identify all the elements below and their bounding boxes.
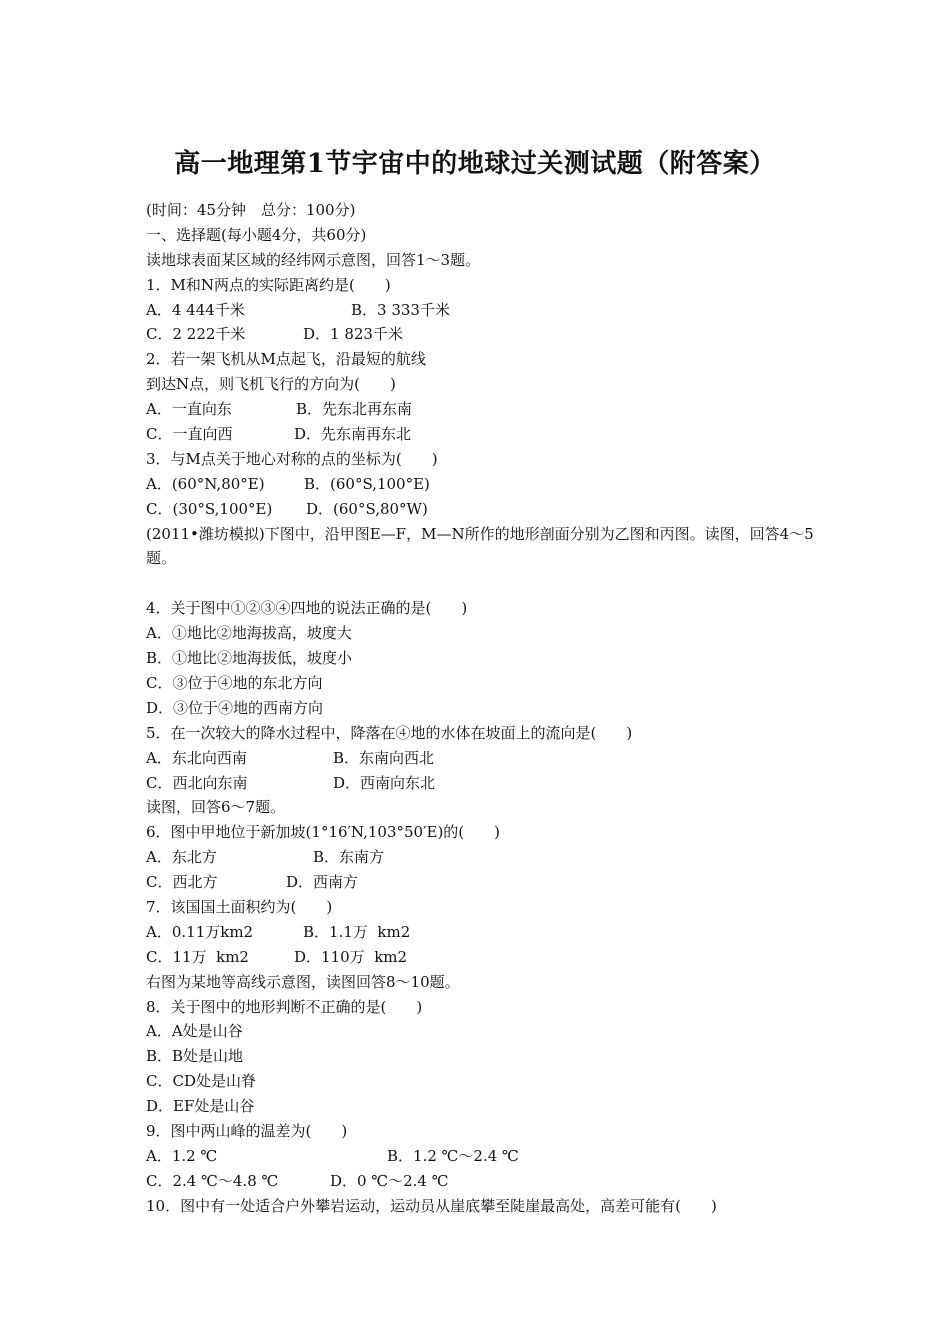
q1-option-b: B．3 333千米: [351, 300, 450, 319]
q8-stem: 8．关于图中的地形判断不正确的是( ): [146, 997, 423, 1016]
q9-options-row-2: [146, 1169, 816, 1194]
q5-option-b: B．东南向西北: [333, 748, 435, 767]
q8-option-b: B．B处是山地: [146, 1047, 244, 1066]
intro-1-3: 读地球表面某区域的经纬网示意图，回答1～3题。: [146, 250, 481, 269]
q7-options-row-2: [146, 945, 816, 970]
q1-stem: 1．M和N两点的实际距离约是( ): [146, 275, 391, 294]
q4-option-b: B．①地比②地海拔低，坡度小: [146, 649, 353, 668]
q8-option-d: D．EF处是山谷: [146, 1097, 255, 1116]
q2-options-row-2: [146, 422, 816, 447]
q7-option-a: A．0.11万km2: [146, 922, 254, 941]
q1-options-row-1: [146, 298, 816, 323]
q4-option-c: C．③位于④地的东北方向: [146, 673, 323, 692]
q3-options-row-2: [146, 497, 816, 522]
q2-option-c: C．一直向西: [146, 425, 233, 444]
figure-gap: [146, 571, 816, 596]
q5-option-c: C．西北向东南: [146, 773, 248, 792]
q9-option-b: B．1.2 ℃～2.4 ℃: [387, 1146, 519, 1165]
q9-option-c: C．2.4 ℃～4.8 ℃: [146, 1171, 279, 1190]
q9-option-d: D．0 ℃～2.4 ℃: [330, 1171, 449, 1190]
q5-options-row-1: [146, 746, 816, 771]
intro-4-5: (2011•潍坊模拟)下图中，沿甲图E—F，M—N所作的地形剖面分别为乙图和丙图。读图，回答4～5题。: [146, 524, 814, 568]
q2-option-d: D．先东南再东北: [294, 425, 412, 444]
q8-option-c: C．CD处是山脊: [146, 1072, 256, 1091]
q6-option-c: C．西北方: [146, 873, 218, 892]
q9-stem: 9．图中两山峰的温差为( ): [146, 1121, 348, 1140]
q7-option-c: C．11万 km2: [146, 947, 249, 966]
q6-option-d: D．西南方: [286, 873, 359, 892]
q7-options-row-1: [146, 920, 816, 945]
q3-option-b: B．(60°S,100°E): [304, 474, 430, 493]
q1-options-row-2: [146, 322, 816, 347]
q2-stem-2: 到达N点，则飞机飞行的方向为( ): [146, 375, 396, 394]
q3-option-d: D．(60°S,80°W): [306, 499, 428, 518]
q4-stem: 4．关于图中①②③④四地的说法正确的是( ): [146, 599, 468, 618]
document-title: 高一地理第1节宇宙中的地球过关测试题（附答案）: [174, 149, 776, 179]
q5-stem: 5．在一次较大的降水过程中，降落在④地的水体在坡面上的流向是( ): [146, 723, 633, 742]
q2-stem-1: 2．若一架飞机从M点起飞，沿最短的航线: [146, 350, 426, 369]
q2-option-a: A．一直向东: [146, 400, 232, 419]
q7-stem: 7．该国国土面积约为( ): [146, 897, 333, 916]
q4-option-a: A．①地比②地海拔高，坡度大: [146, 624, 352, 643]
q3-stem: 3．与M点关于地心对称的点的坐标为( ): [146, 449, 438, 468]
document-body: [146, 198, 816, 1219]
intro-8-10: 右图为某地等高线示意图，读图回答8～10题。: [146, 972, 460, 991]
q9-option-a: A．1.2 ℃: [146, 1146, 218, 1165]
q4-option-d: D．③位于④地的西南方向: [146, 698, 324, 717]
q7-option-d: D．110万 km2: [294, 947, 408, 966]
q8-option-a: A．A处是山谷: [146, 1022, 243, 1041]
section-heading: 一、选择题(每小题4分，共60分): [146, 225, 367, 244]
q6-option-b: B．东南方: [313, 848, 385, 867]
q6-options-row-2: [146, 870, 816, 895]
q6-stem: 6．图中甲地位于新加坡(1°16′N,103°50′E)的( ): [146, 823, 500, 842]
exam-meta: (时间：45分钟 总分：100分): [146, 201, 356, 219]
q10-stem: 10．图中有一处适合户外攀岩运动，运动员从崖底攀至陡崖最高处，高差可能有( ): [146, 1196, 717, 1215]
q1-option-d: D．1 823千米: [303, 325, 403, 344]
q3-option-a: A．(60°N,80°E): [146, 474, 265, 493]
intro-6-7: 读图，回答6～7题。: [146, 798, 286, 817]
q9-options-row-1: [146, 1144, 816, 1169]
q2-options-row-1: [146, 397, 816, 422]
q7-option-b: B．1.1万 km2: [303, 922, 411, 941]
q5-option-d: D．西南向东北: [333, 773, 436, 792]
q6-option-a: A．东北方: [146, 848, 217, 867]
q1-option-c: C．2 222千米: [146, 325, 246, 344]
q2-option-b: B．先东北再东南: [296, 400, 413, 419]
q5-options-row-2: [146, 771, 816, 796]
q1-option-a: A．4 444千米: [146, 300, 245, 319]
q3-options-row-1: [146, 472, 816, 497]
q5-option-a: A．东北向西南: [146, 748, 247, 767]
q6-options-row-1: [146, 845, 816, 870]
q3-option-c: C．(30°S,100°E): [146, 499, 273, 518]
